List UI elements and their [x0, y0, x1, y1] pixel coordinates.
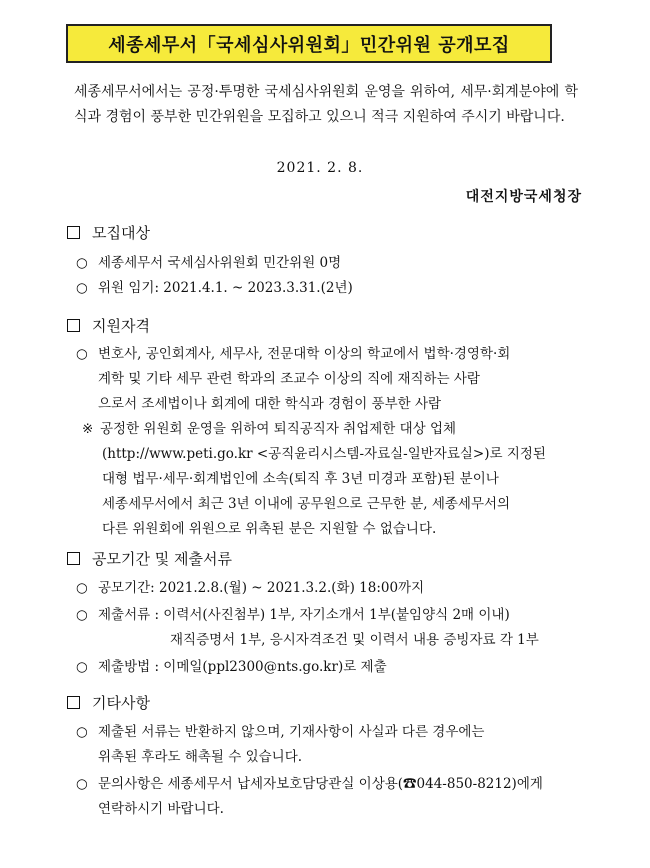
announcement-date: 2021. 2. 8. [276, 160, 364, 176]
section-other-notes [67, 692, 150, 713]
note-continuation: 대형 법무·세무·회계법인에 소속(퇴직 후 3년 미경과 포함)된 분이나 [102, 471, 499, 487]
section-title: 지원자격 [92, 317, 150, 335]
note-item: ※ 공정한 위원회 운영을 위하여 퇴직공직자 취업제한 대상 업체 [82, 417, 456, 442]
list-item: ○ 세종세무서 국세심사위원회 민간위원 0명 [76, 251, 341, 276]
section-title: 모집대상 [92, 224, 150, 242]
section-recruitment-target [67, 222, 150, 243]
list-item: ○ 제출서류 : 이력서(사진첨부) 1부, 자기소개서 1부(붙임양식 2매 이내) [76, 603, 510, 628]
note-continuation: (http://www.peti.go.kr <공직윤리시스템-자료실-일반자료실>)로 지정된 [102, 446, 546, 462]
checkbox-square-icon [67, 226, 80, 239]
list-item-continuation: 연락하시기 바랍니다. [98, 801, 224, 817]
circle-bullet-icon: ○ [76, 607, 88, 623]
note-mark-icon: ※ [82, 421, 94, 437]
list-item: ○ 위원 임기: 2021.4.1. ~ 2023.3.31.(2년) [76, 276, 353, 301]
note-continuation: 세종세무서에서 최근 3년 이내에 공무원으로 근무한 분, 세종세무서의 [102, 496, 511, 512]
section-period-documents [67, 548, 232, 569]
section-title: 공모기간 및 제출서류 [92, 550, 232, 568]
intro-paragraph: 세종세무서에서는 공정·투명한 국세심사위원회 운영을 위하여, 세무·회계분야에 학식과 경험이 풍부한 민간위원을 모집하고 있으니 적극 지원하여 주시기 바랍니다. [74, 84, 578, 125]
circle-bullet-icon: ○ [76, 255, 88, 271]
list-item: ○ 변호사, 공인회계사, 세무사, 전문대학 이상의 학교에서 법학·경영학·회 [76, 342, 510, 367]
page-title: 세종세무서「국세심사위원회」민간위원 공개모집 [66, 24, 552, 63]
circle-bullet-icon: ○ [76, 580, 88, 596]
section-title: 기타사항 [92, 694, 150, 712]
list-item: ○ 공모기간: 2021.2.8.(월) ~ 2021.3.2.(화) 18:00까지 [76, 576, 424, 601]
list-item-continuation: 재직증명서 1부, 응시자격조건 및 이력서 내용 증빙자료 각 1부 [170, 632, 539, 648]
list-item-continuation: 위촉된 후라도 해촉될 수 있습니다. [98, 749, 303, 765]
circle-bullet-icon: ○ [76, 280, 88, 296]
checkbox-square-icon [67, 552, 80, 565]
section-qualifications [67, 315, 150, 336]
list-item-continuation: 으로서 조세법이나 회계에 대한 학식과 경험이 풍부한 사람 [98, 396, 442, 412]
circle-bullet-icon: ○ [76, 346, 88, 362]
checkbox-square-icon [67, 696, 80, 709]
list-item: ○ 문의사항은 세종세무서 납세자보호담당관실 이상용(☎044-850-8212)에게 [76, 772, 543, 797]
circle-bullet-icon: ○ [76, 659, 88, 675]
circle-bullet-icon: ○ [76, 776, 88, 792]
list-item-continuation: 계학 및 기타 세무 관련 학과의 조교수 이상의 직에 재직하는 사람 [98, 371, 480, 387]
list-item: ○ 제출된 서류는 반환하지 않으며, 기재사항이 사실과 다른 경우에는 [76, 720, 484, 745]
list-item: ○ 제출방법 : 이메일(ppl2300@nts.go.kr)로 제출 [76, 655, 387, 680]
circle-bullet-icon: ○ [76, 724, 88, 740]
issuing-organization: 대전지방국세청장 [465, 189, 582, 205]
checkbox-square-icon [67, 319, 80, 332]
note-continuation: 다른 위원회에 위원으로 위촉된 분은 지원할 수 없습니다. [102, 521, 437, 537]
